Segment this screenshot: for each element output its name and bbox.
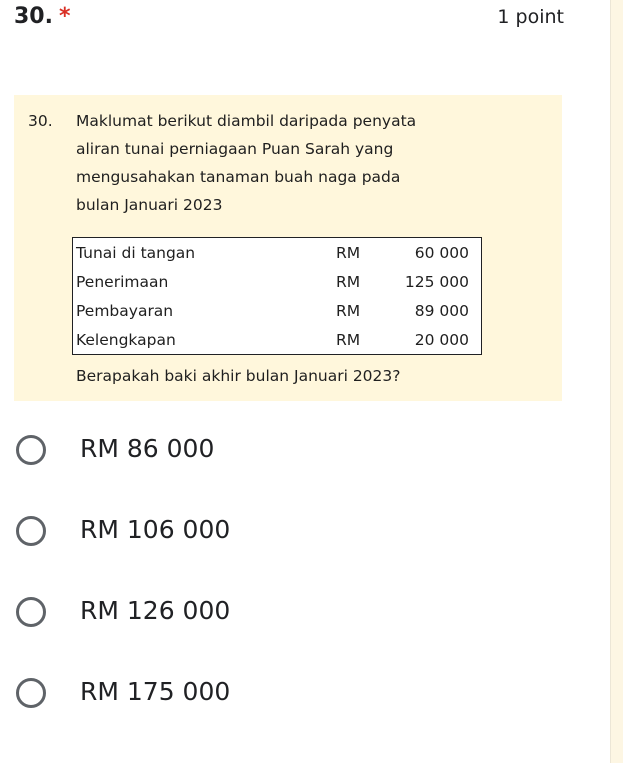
- question-line: mengusahakan tanaman buah naga pada: [76, 168, 401, 186]
- table-row: [73, 267, 482, 296]
- question-ask: Berapakah baki akhir bulan Januari 2023?: [76, 367, 401, 385]
- row-amount: 60 000: [414, 243, 469, 262]
- table-row: [73, 296, 482, 325]
- row-currency: RM: [336, 330, 361, 349]
- question-line: aliran tunai perniagaan Puan Sarah yang: [76, 140, 394, 158]
- radio-button[interactable]: [16, 516, 46, 546]
- option-label[interactable]: RM 106 000: [80, 515, 231, 544]
- row-label: Kelengkapan: [76, 330, 176, 349]
- answer-option-4[interactable]: [14, 668, 574, 749]
- row-currency: RM: [336, 272, 361, 291]
- table-row: [73, 238, 482, 268]
- row-label: Penerimaan: [76, 272, 169, 291]
- row-currency: RM: [336, 243, 361, 262]
- radio-button[interactable]: [16, 435, 46, 465]
- row-label: Tunai di tangan: [76, 243, 196, 262]
- card-question-number: 30.: [28, 112, 53, 130]
- radio-button[interactable]: [16, 597, 46, 627]
- answer-option-1[interactable]: [14, 425, 574, 506]
- answer-option-2[interactable]: [14, 506, 574, 587]
- required-asterisk: *: [58, 4, 71, 29]
- option-label[interactable]: RM 86 000: [80, 434, 215, 463]
- answer-options: [14, 425, 574, 749]
- question-line: Maklumat berikut diambil daripada penyata: [76, 112, 417, 130]
- question-text: [28, 107, 546, 219]
- question-number: [14, 4, 71, 29]
- question-header: [14, 4, 564, 34]
- radio-button[interactable]: [16, 678, 46, 708]
- option-label[interactable]: RM 126 000: [80, 596, 231, 625]
- option-label[interactable]: RM 175 000: [80, 677, 231, 706]
- row-amount: 20 000: [414, 330, 469, 349]
- side-panel-edge: [610, 0, 623, 763]
- question-image-card: [14, 95, 562, 401]
- question-number-text: 30.: [14, 4, 53, 29]
- answer-option-3[interactable]: [14, 587, 574, 668]
- question-line: bulan Januari 2023: [76, 196, 223, 214]
- row-amount: 125 000: [404, 272, 469, 291]
- row-label: Pembayaran: [76, 301, 174, 320]
- table-row: [73, 325, 482, 355]
- row-currency: RM: [336, 301, 361, 320]
- row-amount: 89 000: [414, 301, 469, 320]
- cash-flow-table: [72, 237, 482, 355]
- question-points: 1 point: [497, 6, 564, 28]
